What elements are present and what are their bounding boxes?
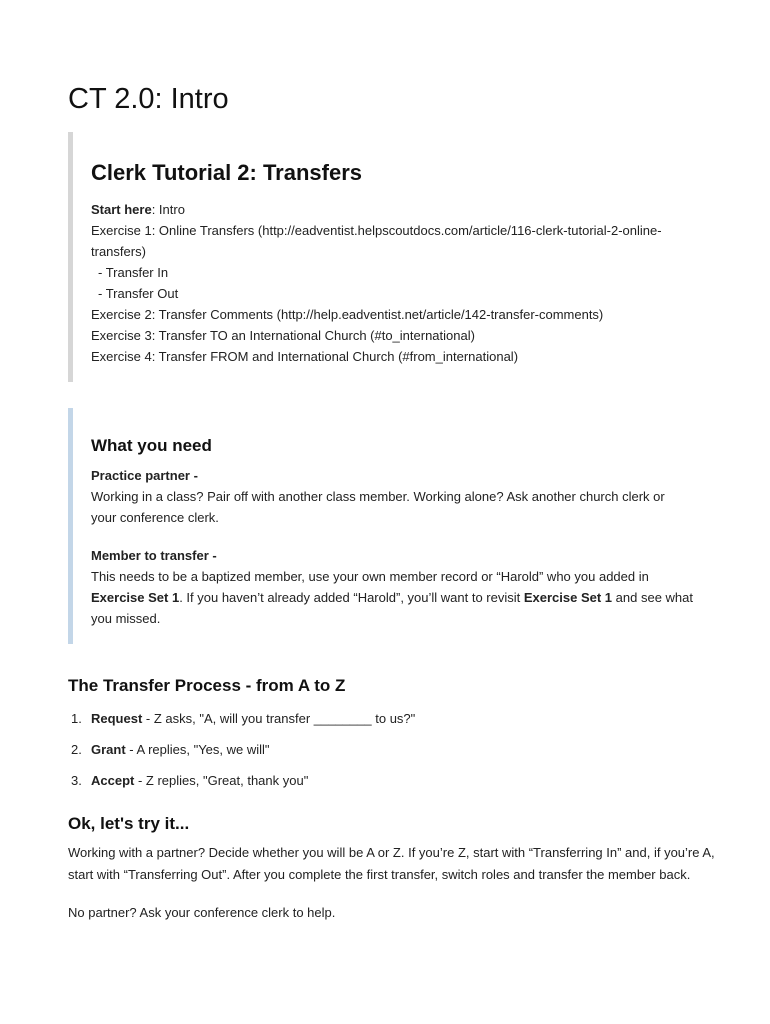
- step-label: Request: [91, 711, 143, 726]
- try-it-title: Ok, let's try it...: [68, 814, 190, 833]
- practice-partner-text-2: your conference clerk.: [91, 510, 219, 525]
- transfer-steps-list: [68, 708, 728, 801]
- member-text-3: you missed.: [91, 611, 161, 626]
- member-to-transfer-heading: Member to transfer -: [91, 548, 217, 563]
- list-item: [68, 739, 728, 770]
- practice-partner-text-1: Working in a class? Pair off with another class member. Working alone? Ask another church clerk or: [91, 489, 665, 504]
- list-item: [68, 770, 728, 801]
- callout-bar: [68, 408, 73, 644]
- exercise-set-ref: Exercise Set 1: [91, 590, 180, 605]
- member-text-1: This needs to be a baptized member, use your own member record or “Harold” who you added in: [91, 569, 649, 584]
- exercise-4-line[interactable]: Exercise 4: Transfer FROM and International Church (#from_international): [91, 349, 519, 364]
- page-title: CT 2.0: Intro: [68, 83, 229, 115]
- list-item: [68, 708, 728, 739]
- tutorial-exercise-list: [91, 199, 731, 367]
- try-it-text-2: start with “Transferring Out”. After you complete the first transfer, switch roles and transfer the member back.: [68, 867, 691, 882]
- member-text-end: and see what: [612, 590, 693, 605]
- step-label: Accept: [91, 773, 135, 788]
- step-number: 3.: [71, 773, 82, 788]
- exercise-2-line[interactable]: Exercise 2: Transfer Comments (http://help.eadventist.net/article/142-transfer-comments): [91, 307, 604, 322]
- exercise-1-line-cont[interactable]: transfers): [91, 244, 146, 259]
- step-number: 2.: [71, 742, 82, 757]
- callout-bar: [68, 132, 73, 382]
- try-it-text-1: Working with a partner? Decide whether you will be A or Z. If you’re Z, start with “Transferring In” and, if you’re A,: [68, 845, 715, 860]
- transfer-process-title: The Transfer Process - from A to Z: [68, 676, 346, 695]
- practice-partner-heading: Practice partner -: [91, 468, 198, 483]
- no-partner-paragraph: No partner? Ask your conference clerk to help.: [68, 905, 336, 920]
- exercise-1-line[interactable]: Exercise 1: Online Transfers (http://eadventist.helpscoutdocs.com/article/116-clerk-tutorial-2-online-: [91, 223, 662, 238]
- member-to-transfer-section: [91, 545, 731, 629]
- exercise-set-ref: Exercise Set 1: [523, 590, 613, 605]
- start-here-label: Start here: [91, 202, 152, 217]
- exercise-3-line[interactable]: Exercise 3: Transfer TO an International Church (#to_international): [91, 328, 475, 343]
- transfer-out-item: - Transfer Out: [98, 286, 179, 301]
- step-text: - A replies, "Yes, we will": [125, 742, 270, 757]
- what-you-need-title: What you need: [91, 436, 212, 455]
- transfer-in-item: - Transfer In: [98, 265, 169, 280]
- member-text-mid: . If you haven’t already added “Harold”, you’ll want to revisit: [179, 590, 524, 605]
- member-text-2: [91, 587, 731, 608]
- try-it-paragraph: [68, 842, 738, 886]
- tutorial-title: Clerk Tutorial 2: Transfers: [91, 160, 363, 185]
- start-here-line: [91, 199, 731, 220]
- step-label: Grant: [91, 742, 126, 757]
- step-number: 1.: [71, 711, 82, 726]
- step-text: - Z replies, "Great, thank you": [134, 773, 309, 788]
- start-here-value: : Intro: [151, 202, 185, 217]
- step-text: - Z asks, "A, will you transfer ________ to us?": [142, 711, 416, 726]
- try-it-body: [68, 842, 738, 940]
- practice-partner-section: [91, 465, 731, 528]
